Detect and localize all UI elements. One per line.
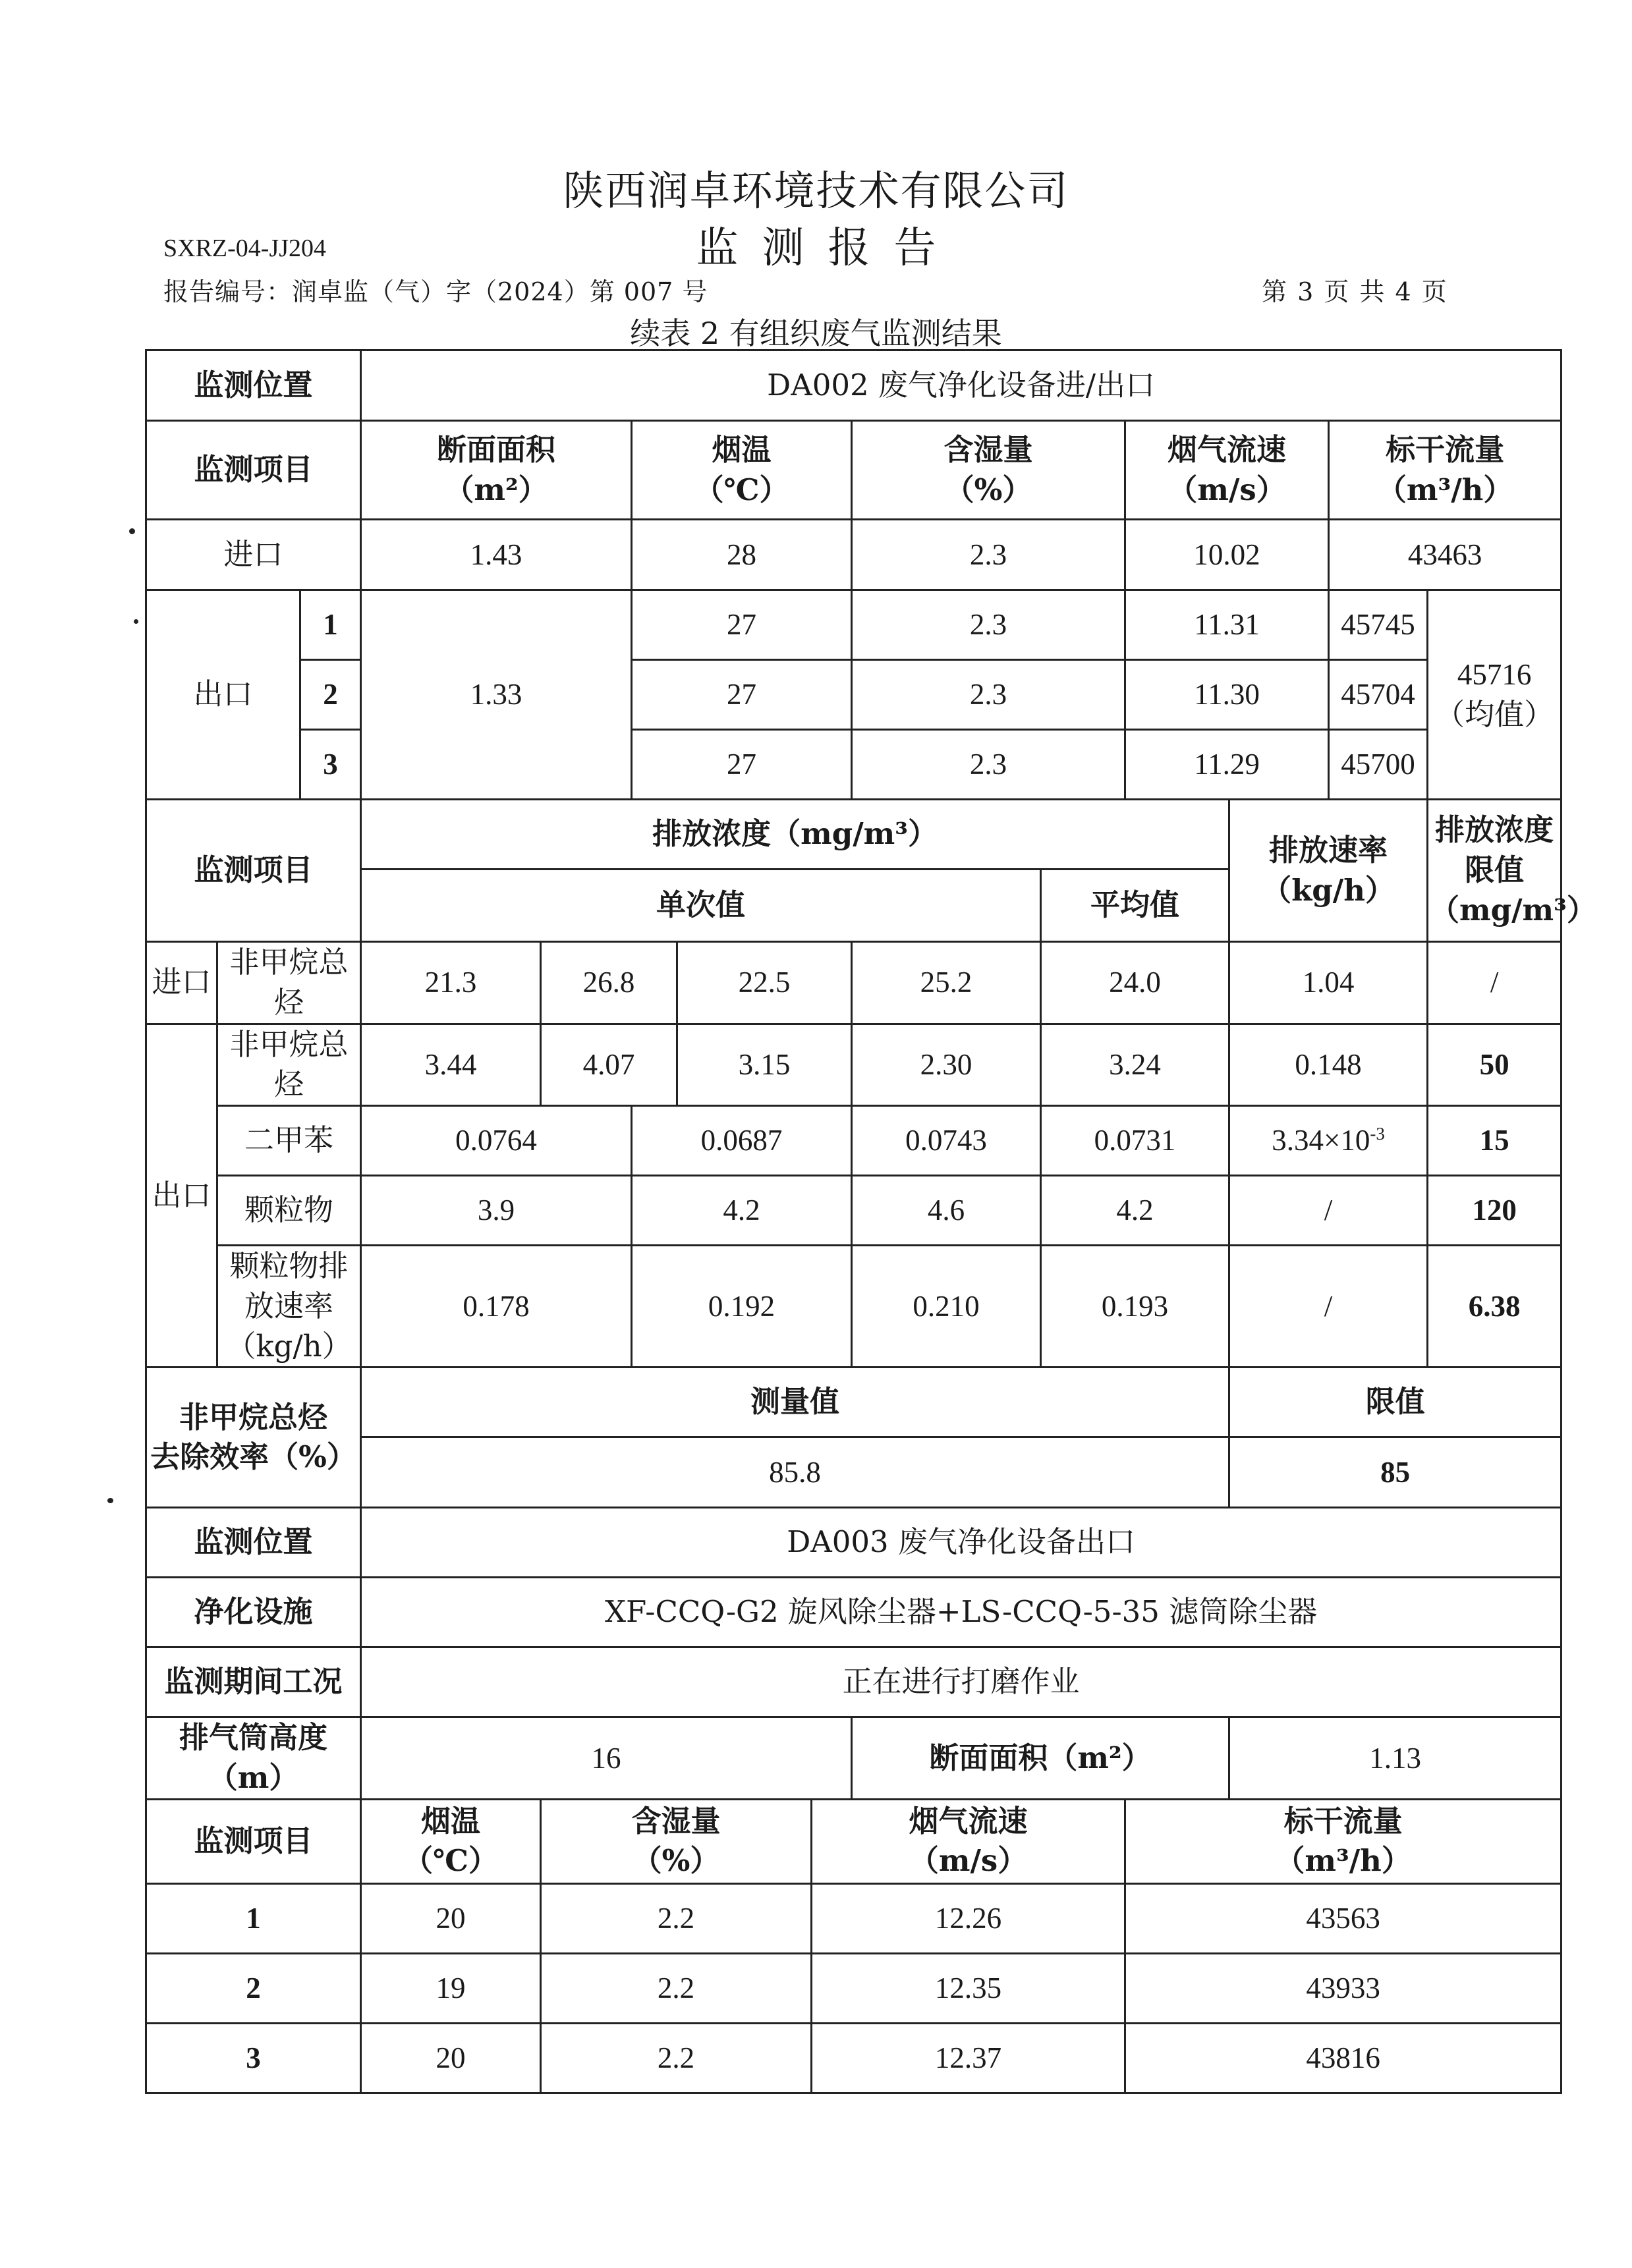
inlet-speed: 10.02 bbox=[1125, 520, 1329, 590]
outlet-speed: 11.29 bbox=[1125, 730, 1329, 800]
col-humid-header: 含湿量 （%） bbox=[852, 421, 1125, 520]
efficiency-measured-header: 测量值 bbox=[361, 1368, 1229, 1437]
outlet-area: 1.33 bbox=[361, 590, 632, 800]
outlet-humid: 2.3 bbox=[852, 730, 1125, 800]
scan-speck bbox=[129, 528, 135, 534]
pm-rate-average: 0.193 bbox=[1041, 1246, 1229, 1368]
da003-col-humid: 含湿量 （%） bbox=[541, 1799, 812, 1883]
da003-item-label: 监测项目 bbox=[146, 1799, 361, 1883]
outlet-temp: 27 bbox=[632, 660, 852, 730]
da003-condition-label: 监测期间工况 bbox=[146, 1647, 361, 1717]
pm-rate-v2: 0.192 bbox=[632, 1246, 852, 1368]
da003-temp: 19 bbox=[361, 1953, 541, 2023]
pm-average: 4.2 bbox=[1041, 1176, 1229, 1246]
efficiency-limit-header: 限值 bbox=[1229, 1368, 1562, 1437]
limit-header: 排放浓度 限值 （mg/m³） bbox=[1428, 800, 1562, 942]
xylene-name: 二甲苯 bbox=[217, 1106, 361, 1176]
da003-col-temp: 烟温 （℃） bbox=[361, 1799, 541, 1883]
table-row bbox=[146, 1176, 1562, 1246]
scan-speck bbox=[134, 619, 138, 624]
da003-speed: 12.35 bbox=[812, 1953, 1125, 2023]
da002-location-label: 监测位置 bbox=[146, 350, 361, 421]
average-header: 平均值 bbox=[1041, 870, 1229, 942]
nmhc-inlet-v2: 26.8 bbox=[541, 942, 677, 1024]
col-speed-header: 烟气流速 （m/s） bbox=[1125, 421, 1329, 520]
da003-flow: 43816 bbox=[1125, 2023, 1562, 2093]
xylene-v2: 0.0687 bbox=[632, 1106, 852, 1176]
nmhc-inlet-rate: 1.04 bbox=[1229, 942, 1428, 1024]
nmhc-inlet-average: 24.0 bbox=[1041, 942, 1229, 1024]
table-row bbox=[146, 350, 1562, 421]
da003-condition-value: 正在进行打磨作业 bbox=[361, 1647, 1562, 1717]
da003-area-label: 断面面积（m²） bbox=[852, 1717, 1229, 1800]
page-info: 第 3 页 共 4 页 bbox=[1262, 277, 1448, 306]
report-number: 报告编号：润卓监（气）字（2024）第 007 号 bbox=[163, 277, 708, 306]
table-row bbox=[146, 800, 1562, 870]
nmhc-inlet-limit: / bbox=[1428, 942, 1562, 1024]
nmhc-inlet-v4: 25.2 bbox=[852, 942, 1041, 1024]
inlet-humid: 2.3 bbox=[852, 520, 1125, 590]
pm-rate-rate: / bbox=[1229, 1246, 1428, 1368]
stack-height-value: 16 bbox=[361, 1717, 852, 1800]
pm-limit: 120 bbox=[1428, 1176, 1562, 1246]
efficiency-limit-value: 85 bbox=[1229, 1437, 1562, 1508]
table-row bbox=[146, 1578, 1562, 1647]
da003-humid: 2.2 bbox=[541, 1883, 812, 1953]
company-name: 陕西润卓环境技术有限公司 bbox=[563, 167, 1069, 215]
da002-item-label: 监测项目 bbox=[146, 421, 361, 520]
table-row bbox=[146, 1106, 1562, 1176]
outlet-flow: 45745 bbox=[1329, 590, 1428, 660]
nmhc-outlet-name: 非甲烷总烃 bbox=[217, 1024, 361, 1106]
table-row bbox=[146, 942, 1562, 1024]
nmhc-outlet-v2: 4.07 bbox=[541, 1024, 677, 1106]
table-row bbox=[146, 1647, 1562, 1717]
da003-facility-label: 净化设施 bbox=[146, 1578, 361, 1647]
table-row bbox=[146, 730, 1562, 800]
nmhc-inlet-v1: 21.3 bbox=[361, 942, 541, 1024]
da003-location-label: 监测位置 bbox=[146, 1508, 361, 1578]
da002-location-value: DA002 废气净化设备进/出口 bbox=[361, 350, 1562, 421]
da003-col-speed: 烟气流速 （m/s） bbox=[812, 1799, 1125, 1883]
col-temp-header: 烟温 （℃） bbox=[632, 421, 852, 520]
inlet-temp: 28 bbox=[632, 520, 852, 590]
table-row bbox=[146, 421, 1562, 520]
da003-speed: 12.37 bbox=[812, 2023, 1125, 2093]
da003-flow: 43563 bbox=[1125, 1883, 1562, 1953]
nmhc-inlet-position: 进口 bbox=[146, 942, 217, 1024]
pm-v2: 4.2 bbox=[632, 1176, 852, 1246]
table-row bbox=[146, 520, 1562, 590]
outlet-label: 出口 bbox=[146, 590, 300, 800]
outlet-speed: 11.30 bbox=[1125, 660, 1329, 730]
conc-item-label: 监测项目 bbox=[146, 800, 361, 942]
single-value-header: 单次值 bbox=[361, 870, 1041, 942]
xylene-limit: 15 bbox=[1428, 1106, 1562, 1176]
table-row bbox=[146, 1246, 1562, 1368]
table-row bbox=[146, 1717, 1562, 1800]
nmhc-inlet-v3: 22.5 bbox=[677, 942, 852, 1024]
outlet-humid: 2.3 bbox=[852, 590, 1125, 660]
report-title: 监测报告 bbox=[696, 224, 960, 273]
outlet-row-no: 3 bbox=[300, 730, 361, 800]
inlet-area: 1.43 bbox=[361, 520, 632, 590]
efficiency-label: 非甲烷总烃 去除效率（%） bbox=[146, 1368, 361, 1508]
table-row bbox=[146, 1953, 1562, 2023]
inlet-flow: 43463 bbox=[1329, 520, 1562, 590]
doc-id: SXRZ-04-JJ204 bbox=[163, 235, 327, 262]
da003-flow: 43933 bbox=[1125, 1953, 1562, 2023]
nmhc-outlet-v1: 3.44 bbox=[361, 1024, 541, 1106]
table-row bbox=[146, 1368, 1562, 1437]
outlet-speed: 11.31 bbox=[1125, 590, 1329, 660]
nmhc-outlet-average: 3.24 bbox=[1041, 1024, 1229, 1106]
outlet-flow-average: 45716 （均值） bbox=[1428, 590, 1562, 800]
table-row bbox=[146, 2023, 1562, 2093]
table-row bbox=[146, 660, 1562, 730]
pm-rate-v3: 0.210 bbox=[852, 1246, 1041, 1368]
da003-speed: 12.26 bbox=[812, 1883, 1125, 1953]
nmhc-outlet-v4: 2.30 bbox=[852, 1024, 1041, 1106]
table-row bbox=[146, 1883, 1562, 1953]
da003-temp: 20 bbox=[361, 1883, 541, 1953]
table-row bbox=[146, 1024, 1562, 1106]
pm-rate-v1: 0.178 bbox=[361, 1246, 632, 1368]
da003-facility-value: XF-CCQ-G2 旋风除尘器+LS-CCQ-5-35 滤筒除尘器 bbox=[361, 1578, 1562, 1647]
col-flow-header: 标干流量 （m³/h） bbox=[1329, 421, 1562, 520]
outlet-flow: 45704 bbox=[1329, 660, 1428, 730]
da003-humid: 2.2 bbox=[541, 1953, 812, 2023]
pm-v3: 4.6 bbox=[852, 1176, 1041, 1246]
outlet-row-no: 2 bbox=[300, 660, 361, 730]
pm-name: 颗粒物 bbox=[217, 1176, 361, 1246]
pm-v1: 3.9 bbox=[361, 1176, 632, 1246]
xylene-v1: 0.0764 bbox=[361, 1106, 632, 1176]
da003-row-no: 2 bbox=[146, 1953, 361, 2023]
da003-col-flow: 标干流量 （m³/h） bbox=[1125, 1799, 1562, 1883]
da003-location-value: DA003 废气净化设备出口 bbox=[361, 1508, 1562, 1578]
outlet-row-no: 1 bbox=[300, 590, 361, 660]
efficiency-measured-value: 85.8 bbox=[361, 1437, 1229, 1508]
table-row bbox=[146, 1508, 1562, 1578]
table-title: 续表 2 有组织废气监测结果 bbox=[630, 316, 1002, 351]
outlet-flow: 45700 bbox=[1329, 730, 1428, 800]
stack-height-label: 排气筒高度（m） bbox=[146, 1717, 361, 1800]
pm-rate: / bbox=[1229, 1176, 1428, 1246]
da003-humid: 2.2 bbox=[541, 2023, 812, 2093]
xylene-v3: 0.0743 bbox=[852, 1106, 1041, 1176]
xylene-average: 0.0731 bbox=[1041, 1106, 1229, 1176]
pm-rate-limit: 6.38 bbox=[1428, 1246, 1562, 1368]
nmhc-outlet-rate: 0.148 bbox=[1229, 1024, 1428, 1106]
outlet-humid: 2.3 bbox=[852, 660, 1125, 730]
pm-rate-name: 颗粒物排放速率 （kg/h） bbox=[217, 1246, 361, 1368]
xylene-rate: $3.34\times 10^{-3}$ bbox=[1229, 1106, 1428, 1176]
col-area-header: 断面面积 （m²） bbox=[361, 421, 632, 520]
scan-speck bbox=[107, 1498, 113, 1503]
outlet-temp: 27 bbox=[632, 590, 852, 660]
table-row bbox=[146, 1799, 1562, 1883]
inlet-label: 进口 bbox=[146, 520, 361, 590]
da003-row-no: 1 bbox=[146, 1883, 361, 1953]
conc-header: 排放浓度（mg/m³） bbox=[361, 800, 1229, 870]
rate-header: 排放速率 （kg/h） bbox=[1229, 800, 1428, 942]
da003-row-no: 3 bbox=[146, 2023, 361, 2093]
da003-temp: 20 bbox=[361, 2023, 541, 2093]
table-row bbox=[146, 590, 1562, 660]
outlet-temp: 27 bbox=[632, 730, 852, 800]
nmhc-inlet-name: 非甲烷总烃 bbox=[217, 942, 361, 1024]
nmhc-outlet-limit: 50 bbox=[1428, 1024, 1562, 1106]
results-table bbox=[145, 349, 1596, 2094]
pollutant-outlet-position: 出口 bbox=[146, 1024, 217, 1368]
da003-area-value: 1.13 bbox=[1229, 1717, 1562, 1800]
nmhc-outlet-v3: 3.15 bbox=[677, 1024, 852, 1106]
